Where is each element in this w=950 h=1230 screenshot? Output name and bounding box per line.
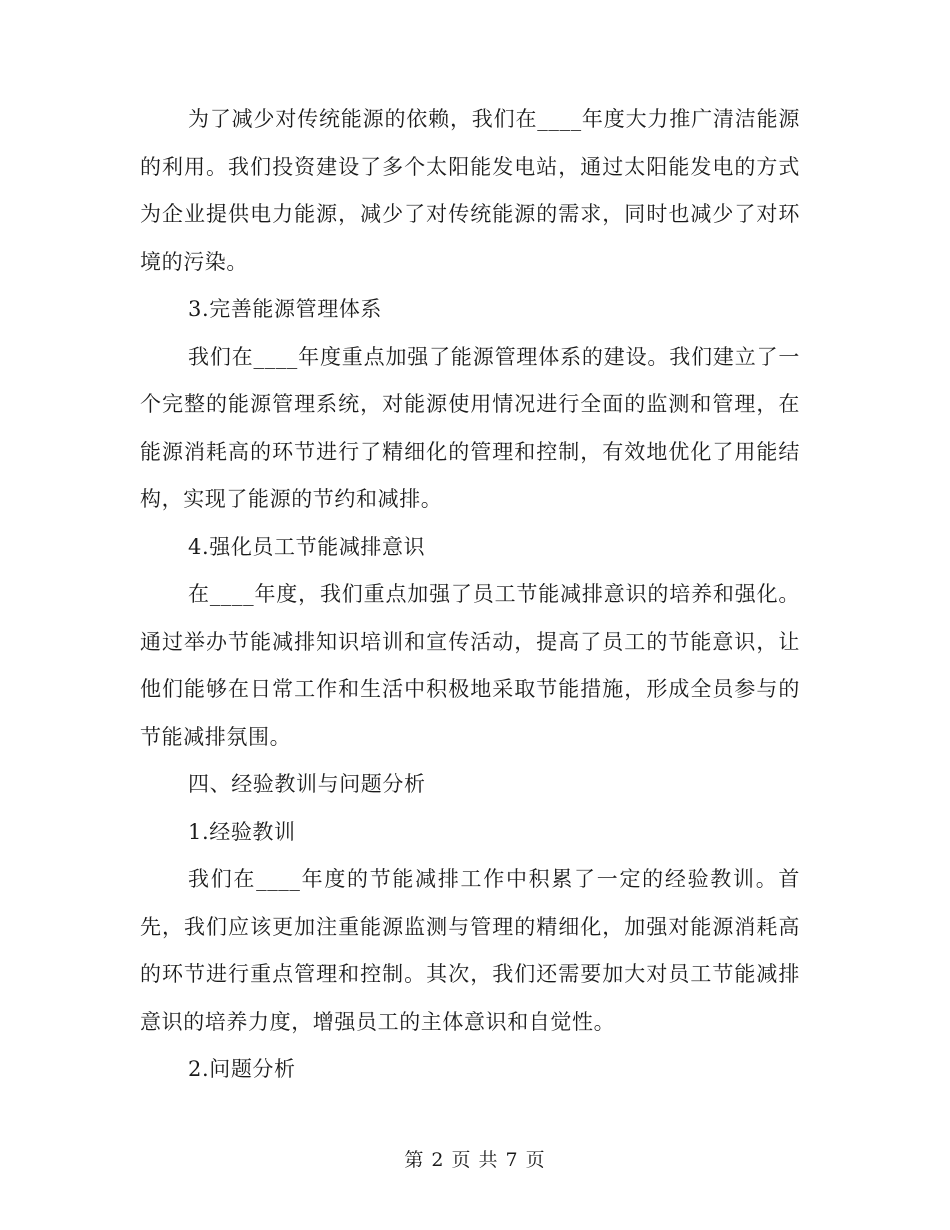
heading-problem-analysis: 2.问题分析 [188,1057,296,1081]
heading-lessons: 1.经验教训 [188,819,296,844]
heading-section-four: 四、经验教训与问题分析 [188,772,426,796]
heading-energy-management: 3.完善能源管理体系 [188,297,383,321]
paragraph-lessons: 我们在____年度的节能减排工作中积累了一定的经验教训。首先，我们应该更加注重能源监测与管理的精细化，加强对能源消耗高的环节进行重点管理和控制。其次，我们还需要加大对员工节能减排意识的培养力度，增强员工的主体意识和自觉性。 [140,867,800,1034]
paragraph-clean-energy: 为了减少对传统能源的依赖，我们在____年度大力推广清洁能源的利用。我们投资建设了多个太阳能发电站，通过太阳能发电的方式为企业提供电力能源，减少了对传统能源的需求，同时也减少了对环境的污染。 [140,107,800,274]
document-body [140,96,800,1094]
paragraph-energy-management: 我们在____年度重点加强了能源管理体系的建设。我们建立了一个完整的能源管理系统，对能源使用情况进行全面的监测和管理，在能源消耗高的环节进行了精细化的管理和控制，有效地优化了用能结构，实现了能源的节约和减排。 [140,344,800,511]
paragraph-employee-awareness: 在____年度，我们重点加强了员工节能减排意识的培养和强化。通过举办节能减排知识培训和宣传活动，提高了员工的节能意识，让他们能够在日常工作和生活中积极地采取节能措施，形成全员参与的节能减排氛围。 [140,582,800,749]
heading-employee-awareness: 4.强化员工节能减排意识 [188,534,426,559]
page-number-footer: 第 2 页 共 7 页 [404,1149,546,1171]
